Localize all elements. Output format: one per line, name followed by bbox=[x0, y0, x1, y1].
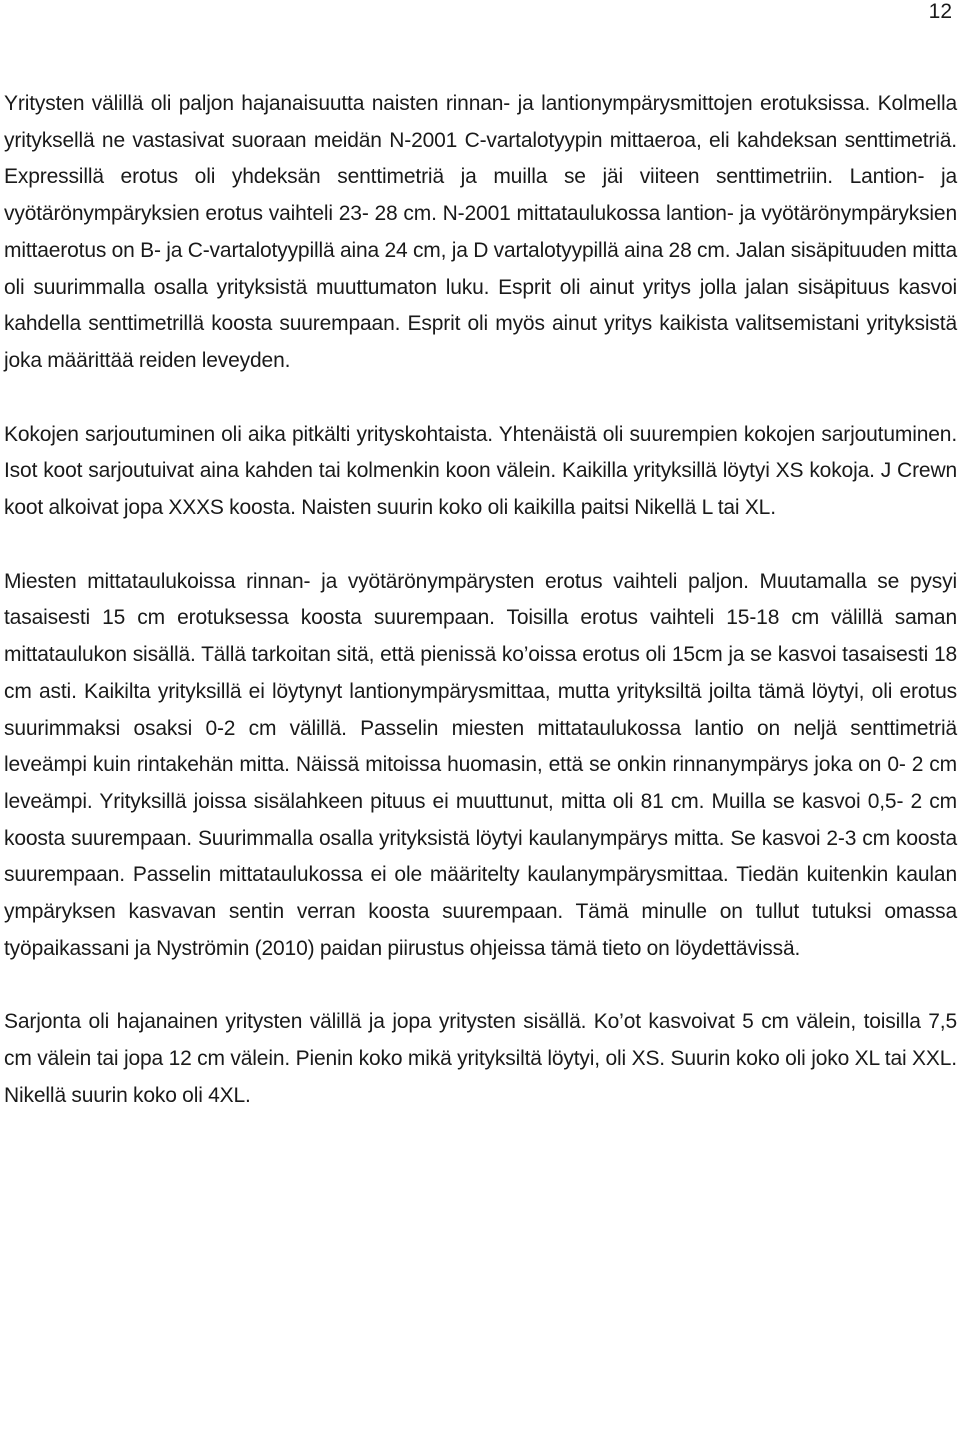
document-body bbox=[4, 86, 957, 1115]
page-number: 12 bbox=[928, 0, 952, 23]
paragraph-size-range-summary: Sarjonta oli hajanainen yritysten välillä ja jopa yritysten sisällä. Ko’ot kasvoivat 5 cm välein, toisilla 7,5 cm välein tai jopa 12 cm välein. Pienin koko mikä yrityksiltä löytyi, oli XS. Suurin koko oli joko XL tai XXL. Nikellä suurin koko oli 4XL. bbox=[4, 1010, 957, 1107]
paragraph-size-grading: Kokojen sarjoutuminen oli aika pitkälti yrityskohtaista. Yhtenäistä oli suurempien kokojen sarjoutuminen. Isot koot sarjoutuivat aina kahden tai kolmenkin koon välein. Kaikilla yrityksillä löytyi XS kokoja. J Crewn koot alkoivat jopa XXXS koosta. Naisten suurin koko oli kaikilla paitsi Nikellä L tai XL. bbox=[4, 422, 957, 520]
paragraph-mens-measurement-charts: Miesten mittataulukoissa rinnan- ja vyötärönympärysten erotus vaihteli paljon. Muutamalla se pysyi tasaisesti 15 cm erotuksessa koosta suurempaan. Toisilla erotus vaihteli 15-18 cm välillä saman mittataulukon sisällä. Tällä tarkoitan sitä, että pienissä ko’oissa erotus oli 15cm ja se kasvoi tasaisesti 18 cm asti. Kaikilta yrityksillä ei löytynyt lantionympärysmittaa, mutta yrityksiltä joilta tämä löytyi, oli erotus suurimmaksi osaksi 0-2 cm välillä. Passelin miesten mittataulukossa lantio on neljä senttimetriä leveämpi kuin rintakehän mitta. Näissä mitoissa huomasin, että se onkin rinnanympärys joka on 0- 2 cm leveämpi. Yrityksillä joissa sisälahkeen pituus ei muuttunut, mitta oli 81 cm. Muilla se kasvoi 0,5- 2 cm koosta suurempaan. Suurimmalla osalla yrityksistä löytyi kaulanympärys mitta. Se kasvoi 2-3 cm koosta suurempaan. Passelin mittataulukossa ei ole määritelty kaulanympärysmittaa. Tiedän kuitenkin kaulan ympäryksen kasvavan sentin verran koosta suurempaan. Tämä minulle on tullut tutuksi omassa työpaikassani ja Nyströmin (2010) paidan piirustus ohjeissa tämä tieto on löydettävissä. bbox=[4, 569, 957, 960]
paragraph-measurement-differences: Yritysten välillä oli paljon hajanaisuutta naisten rinnan- ja lantionympärysmittojen erotuksissa. Kolmella yrityksellä ne vastasivat suoraan meidän N-2001 C-vartalotyypin mittaeroa, eli kahdeksan senttimetriä. Expressillä erotus oli yhdeksän senttimetriä ja muilla se jäi viiteen senttimetriin. Lantion- ja vyötärönympäryksien erotus vaihteli 23- 28 cm. N-2001 mittataulukossa lantion- ja vyötärönympäryksien mittaerotus on B- ja C-vartalotyypillä aina 24 cm, ja D vartalotyypillä aina 28 cm. Jalan sisäpituuden mitta oli suurimmalla osalla yrityksistä muuttumaton luku. Esprit oli ainut yritys jolla jalan sisäpituus kasvoi kahdella senttimetrillä koosta suurempaan. Esprit oli myös ainut yritys kaikista valitsemistani yrityksistä joka määrittää reiden leveyden. bbox=[4, 92, 957, 372]
